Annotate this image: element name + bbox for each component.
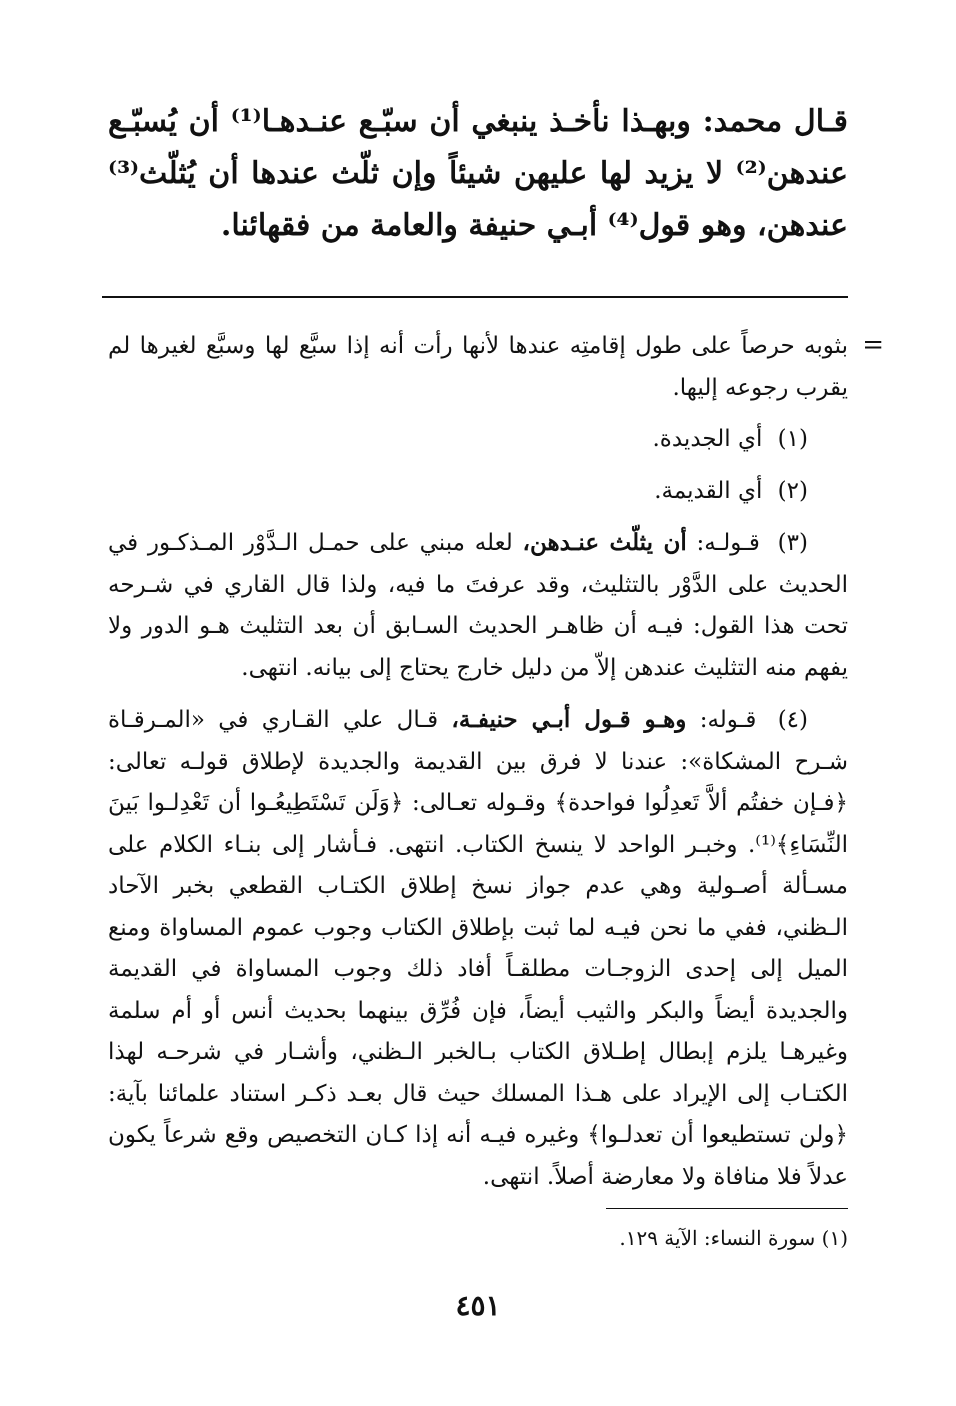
- note-4: [108, 699, 848, 1198]
- note-4-lead: قـوله:: [699, 707, 757, 733]
- note-4-number: (٤): [777, 707, 809, 733]
- note-3: [108, 522, 848, 689]
- note-3-lead: قـولـه:: [696, 530, 760, 556]
- footnote-divider: [606, 1208, 848, 1209]
- main-paragraph: قـال محمد: وبهـذا نأخـذ ينبغي أن سبّـع عنـدهـا⁽¹⁾ أن يُسبّـع عندهن⁽²⁾ لا يزيد لها عليهن شيئاً وإن ثلّث عندها أن يُثلّث⁽³⁾ عندهن، وهو قول⁽⁴⁾ أبـي حنيفة والعامة من فقهائنا.: [108, 104, 848, 243]
- page-number: ٤٥١: [455, 1289, 501, 1322]
- footnote: (١) سورة النساء: الآية ١٢٩.: [619, 1226, 848, 1250]
- continuation-text: بثوبه حرصاً على طول إقامتِه عندها لأنها رأت أنه إذا سبَّع لها وسبَّع لغيرها لم يقرب رجوعه إليها.: [108, 333, 848, 401]
- note-3-number: (٣): [777, 530, 808, 556]
- note-4-quote: وهـو قـول أبـي حنيفـة،: [451, 706, 687, 733]
- note-3-text: لعله مبني على حمـل الـدَّوْر المـذكـور في الحديث على الدَّوْر بالتثليث، وقد عرفتَ ما فيه، ولذا قال القاري في شـرحه تحت هذا القول: فيـه أن ظاهـر الحديث السـابق أن بعد التثليث هـو الدور ولا يفهم منه التثليث عندهن إلاّ من دليل خارج يحتاج إلى بيانه. انتهى.: [108, 530, 848, 681]
- note-3-quote: أن يثلّث عنـدهن،: [522, 529, 687, 556]
- note-1: [108, 419, 808, 461]
- commentary-notes: [108, 326, 884, 1208]
- note-4-text: قـال علي القـاري في «المـرقـاة شـرح المشكاة»: عندنا لا فرق بين القديمة والجديدة لإطلاق قولـه تعالى: ﴿فـإن خفتُم ألاَّ تَعدِلُوا فواحدة﴾ وقـوله تعـالى: ﴿وَلَن تَسْتَطِيعُـوا أن تَعْدِلـوا بَينَ النِّسَاءِ﴾⁽¹⁾. وخبـر الواحد لا ينسخ الكتاب. انتهى. فـأشار إلى بنـاء الكلام على مسـألة أصـولية وهي عدم جواز نسخ إطلاق الكتـاب القطعي بخبر الآحاد الـظني، ففي ما نحن فيـه لما ثبت بإطلاق الكتاب وجوب عموم المساواة ومنع الميل إلى إحدى الزوجـات مطلقـاً أفاد ذلك وجوب المساواة في القديمة والجديدة أيضاً والبكر والثيب أيضاً، فإن فُرِّق بينهما بحديث أنس أو أم سلمة وغيرهـا يلزم إبطال إطـلاق الكتاب بـالخبر الـظني، وأشـار في شرحـه لهذا الكتـاب إلى الإيراد على هـذا المسلك حيث قال بعـد ذكـر استناد علمائنا بآية: ﴿ولن تستطيعوا أن تعدلـوا﴾ وغيره فيـه أنه إذا كـان التخصيص وقع شرعاً يكون عدلاً فلا منافاة ولا معارضة أصلاً. انتهى.: [108, 707, 848, 1190]
- note-1-text: أي الجديدة.: [652, 426, 763, 452]
- main-text: [108, 96, 848, 252]
- note-2-text: أي القديمة.: [654, 477, 763, 504]
- main-divider: [102, 296, 848, 298]
- note-continuation: [108, 326, 884, 409]
- note-1-number: (١): [777, 426, 808, 452]
- note-2-number: (٢): [777, 477, 808, 504]
- note-2: [108, 471, 808, 513]
- continuation-marker: =: [862, 330, 884, 360]
